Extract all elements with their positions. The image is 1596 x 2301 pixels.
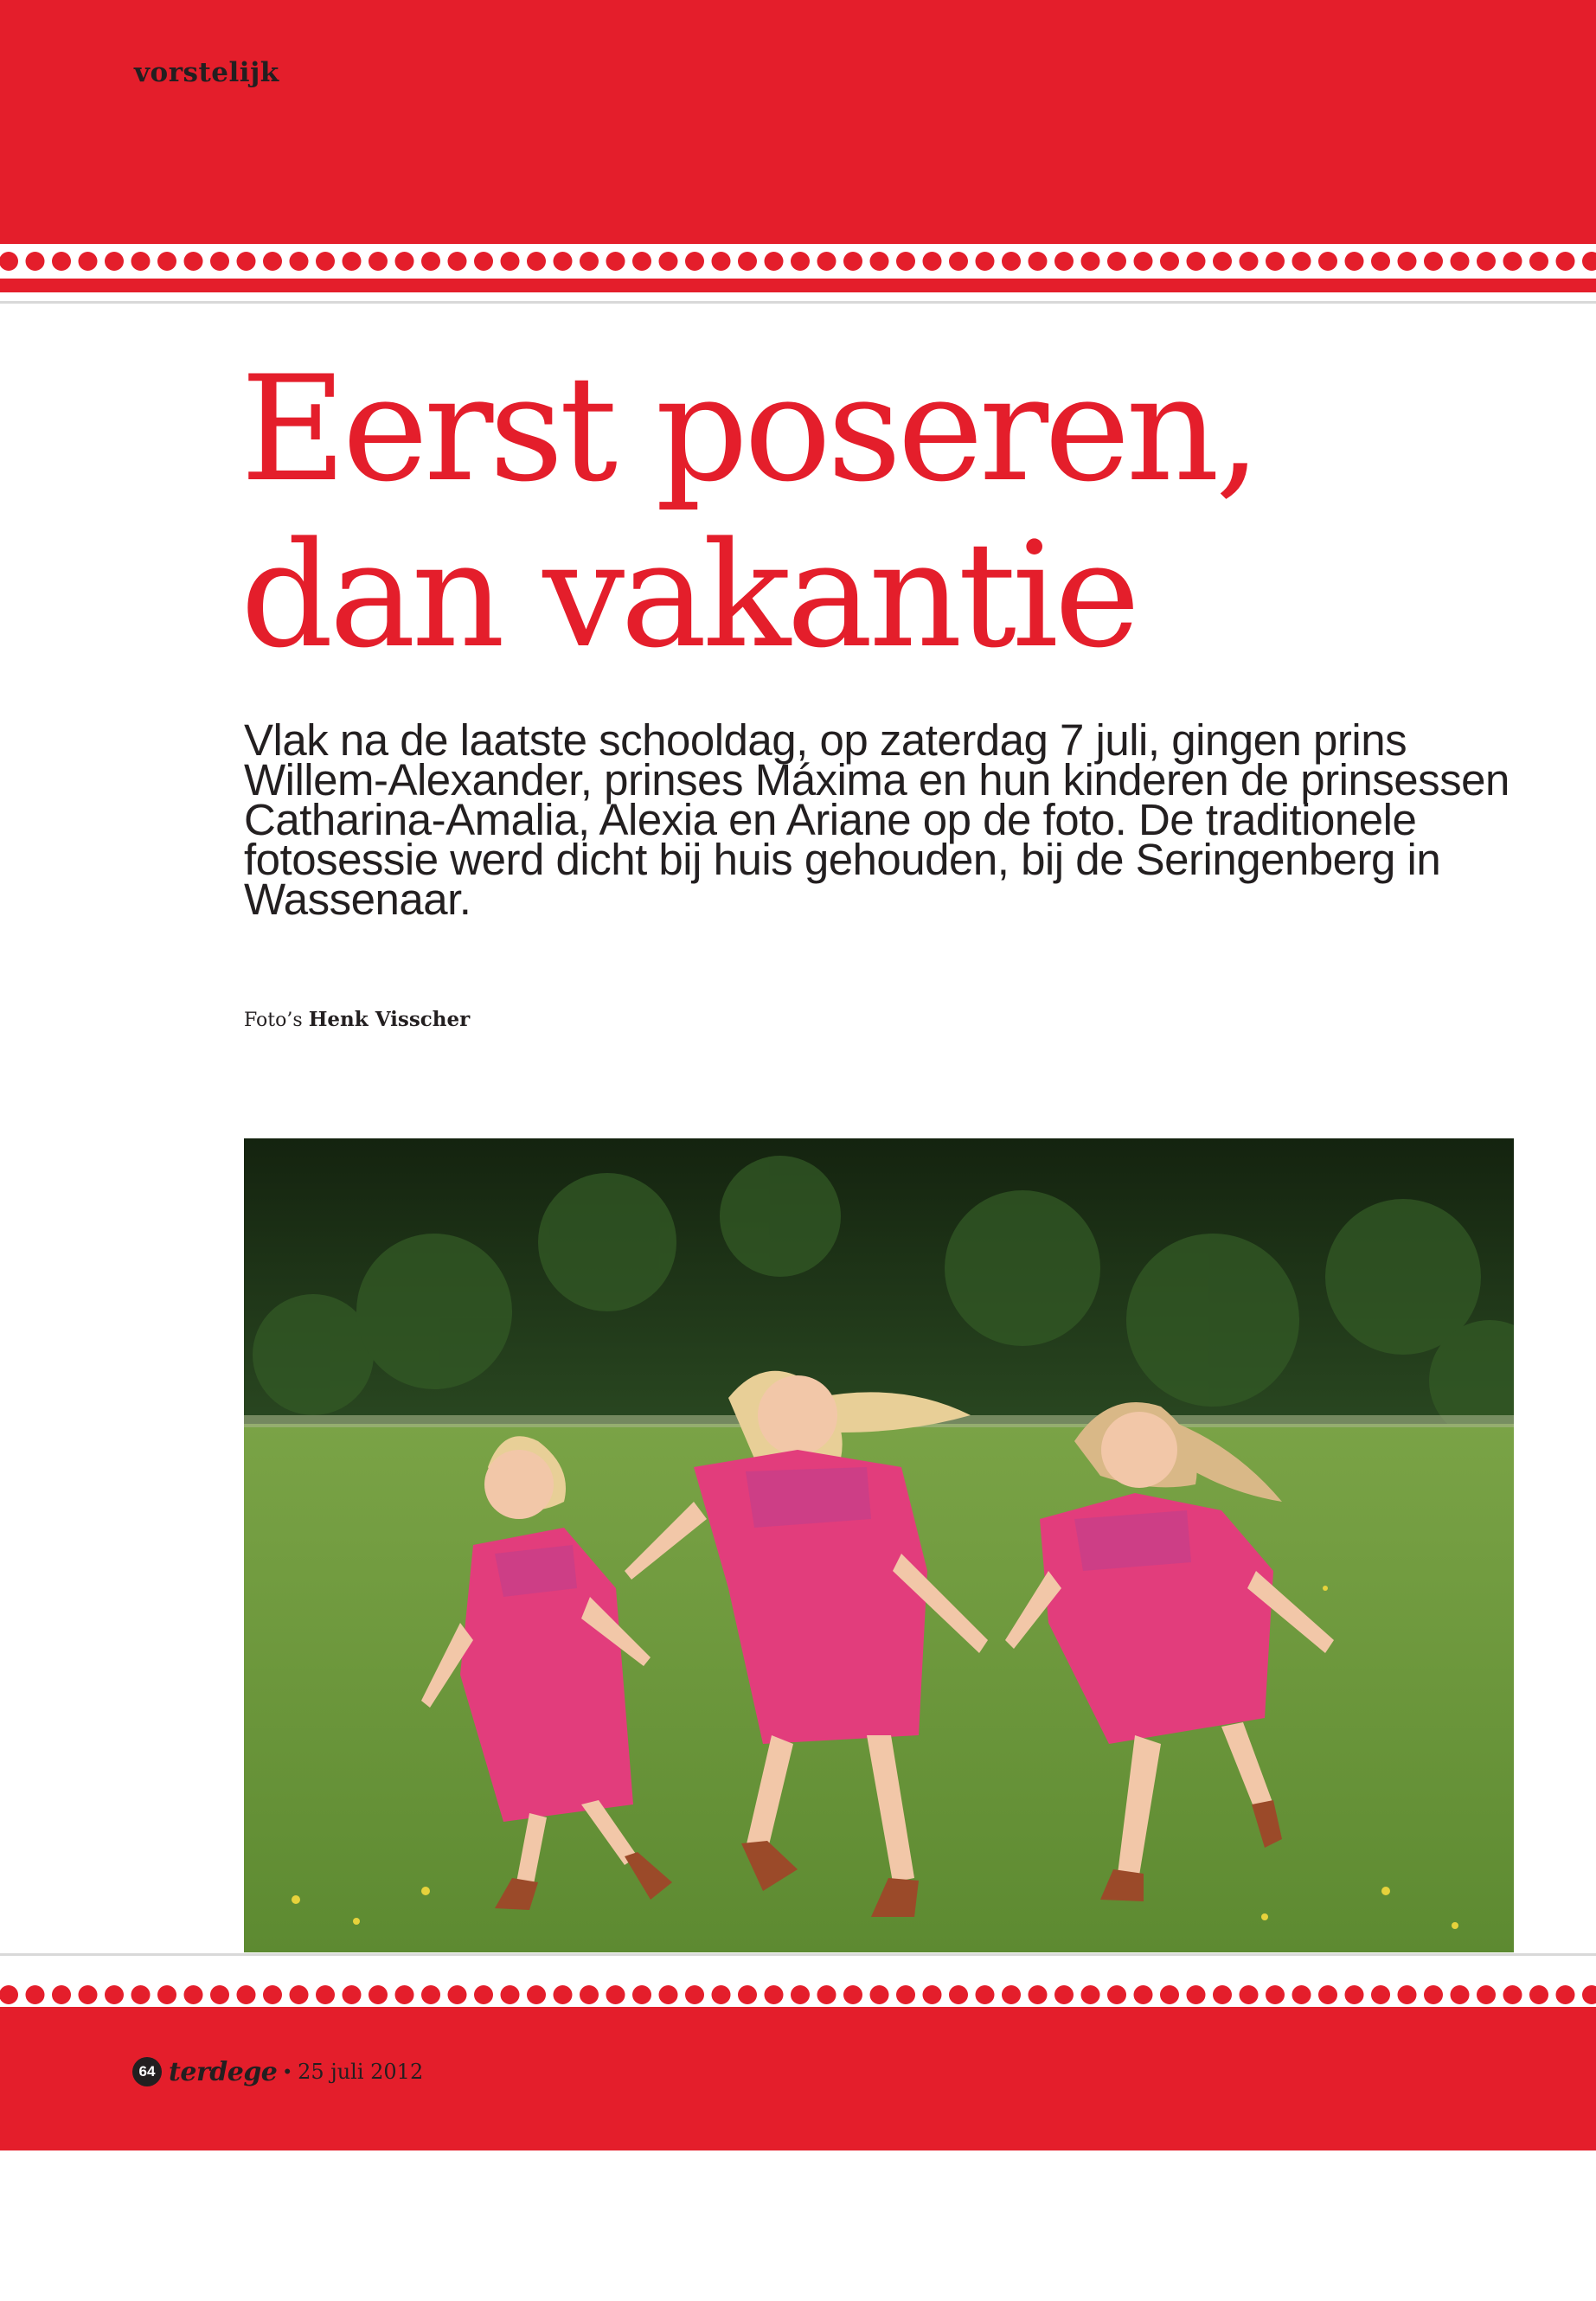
photo-credit-prefix: Foto’s xyxy=(244,1009,303,1031)
photo-credit xyxy=(244,1008,470,1031)
magazine-logo: terdege xyxy=(169,2056,278,2087)
decorative-dot-border-top xyxy=(0,244,1596,279)
footer-divider xyxy=(0,1953,1596,1956)
headline-line-2: dan vakantie xyxy=(240,510,1137,680)
headline xyxy=(240,346,1538,678)
headline-line-1: Eerst poseren, xyxy=(240,344,1258,514)
footer-separator: • xyxy=(284,2061,292,2082)
intro-paragraph: Vlak na de laatste schooldag, op zaterdag 7 juli, gingen prins Willem-Alexander, prinses Máxima en hun kinderen de prinsessen Catharina-Amalia, Alexia en Ariane op de foto. De traditionele fotosessie werd dicht bij huis gehouden, bij de Seringenberg in Wassenaar. xyxy=(244,715,1509,924)
page-number-badge: 64 xyxy=(132,2057,162,2086)
page-footer xyxy=(132,2055,423,2088)
header-band xyxy=(0,0,1596,292)
photo-credit-name: Henk Visscher xyxy=(308,1008,471,1031)
main-photo xyxy=(244,1138,1514,1952)
three-girls-running-photo-icon xyxy=(244,1138,1514,1952)
header-divider xyxy=(0,301,1596,304)
section-label: vorstelijk xyxy=(134,57,279,88)
issue-date: 25 juli 2012 xyxy=(298,2060,424,2084)
